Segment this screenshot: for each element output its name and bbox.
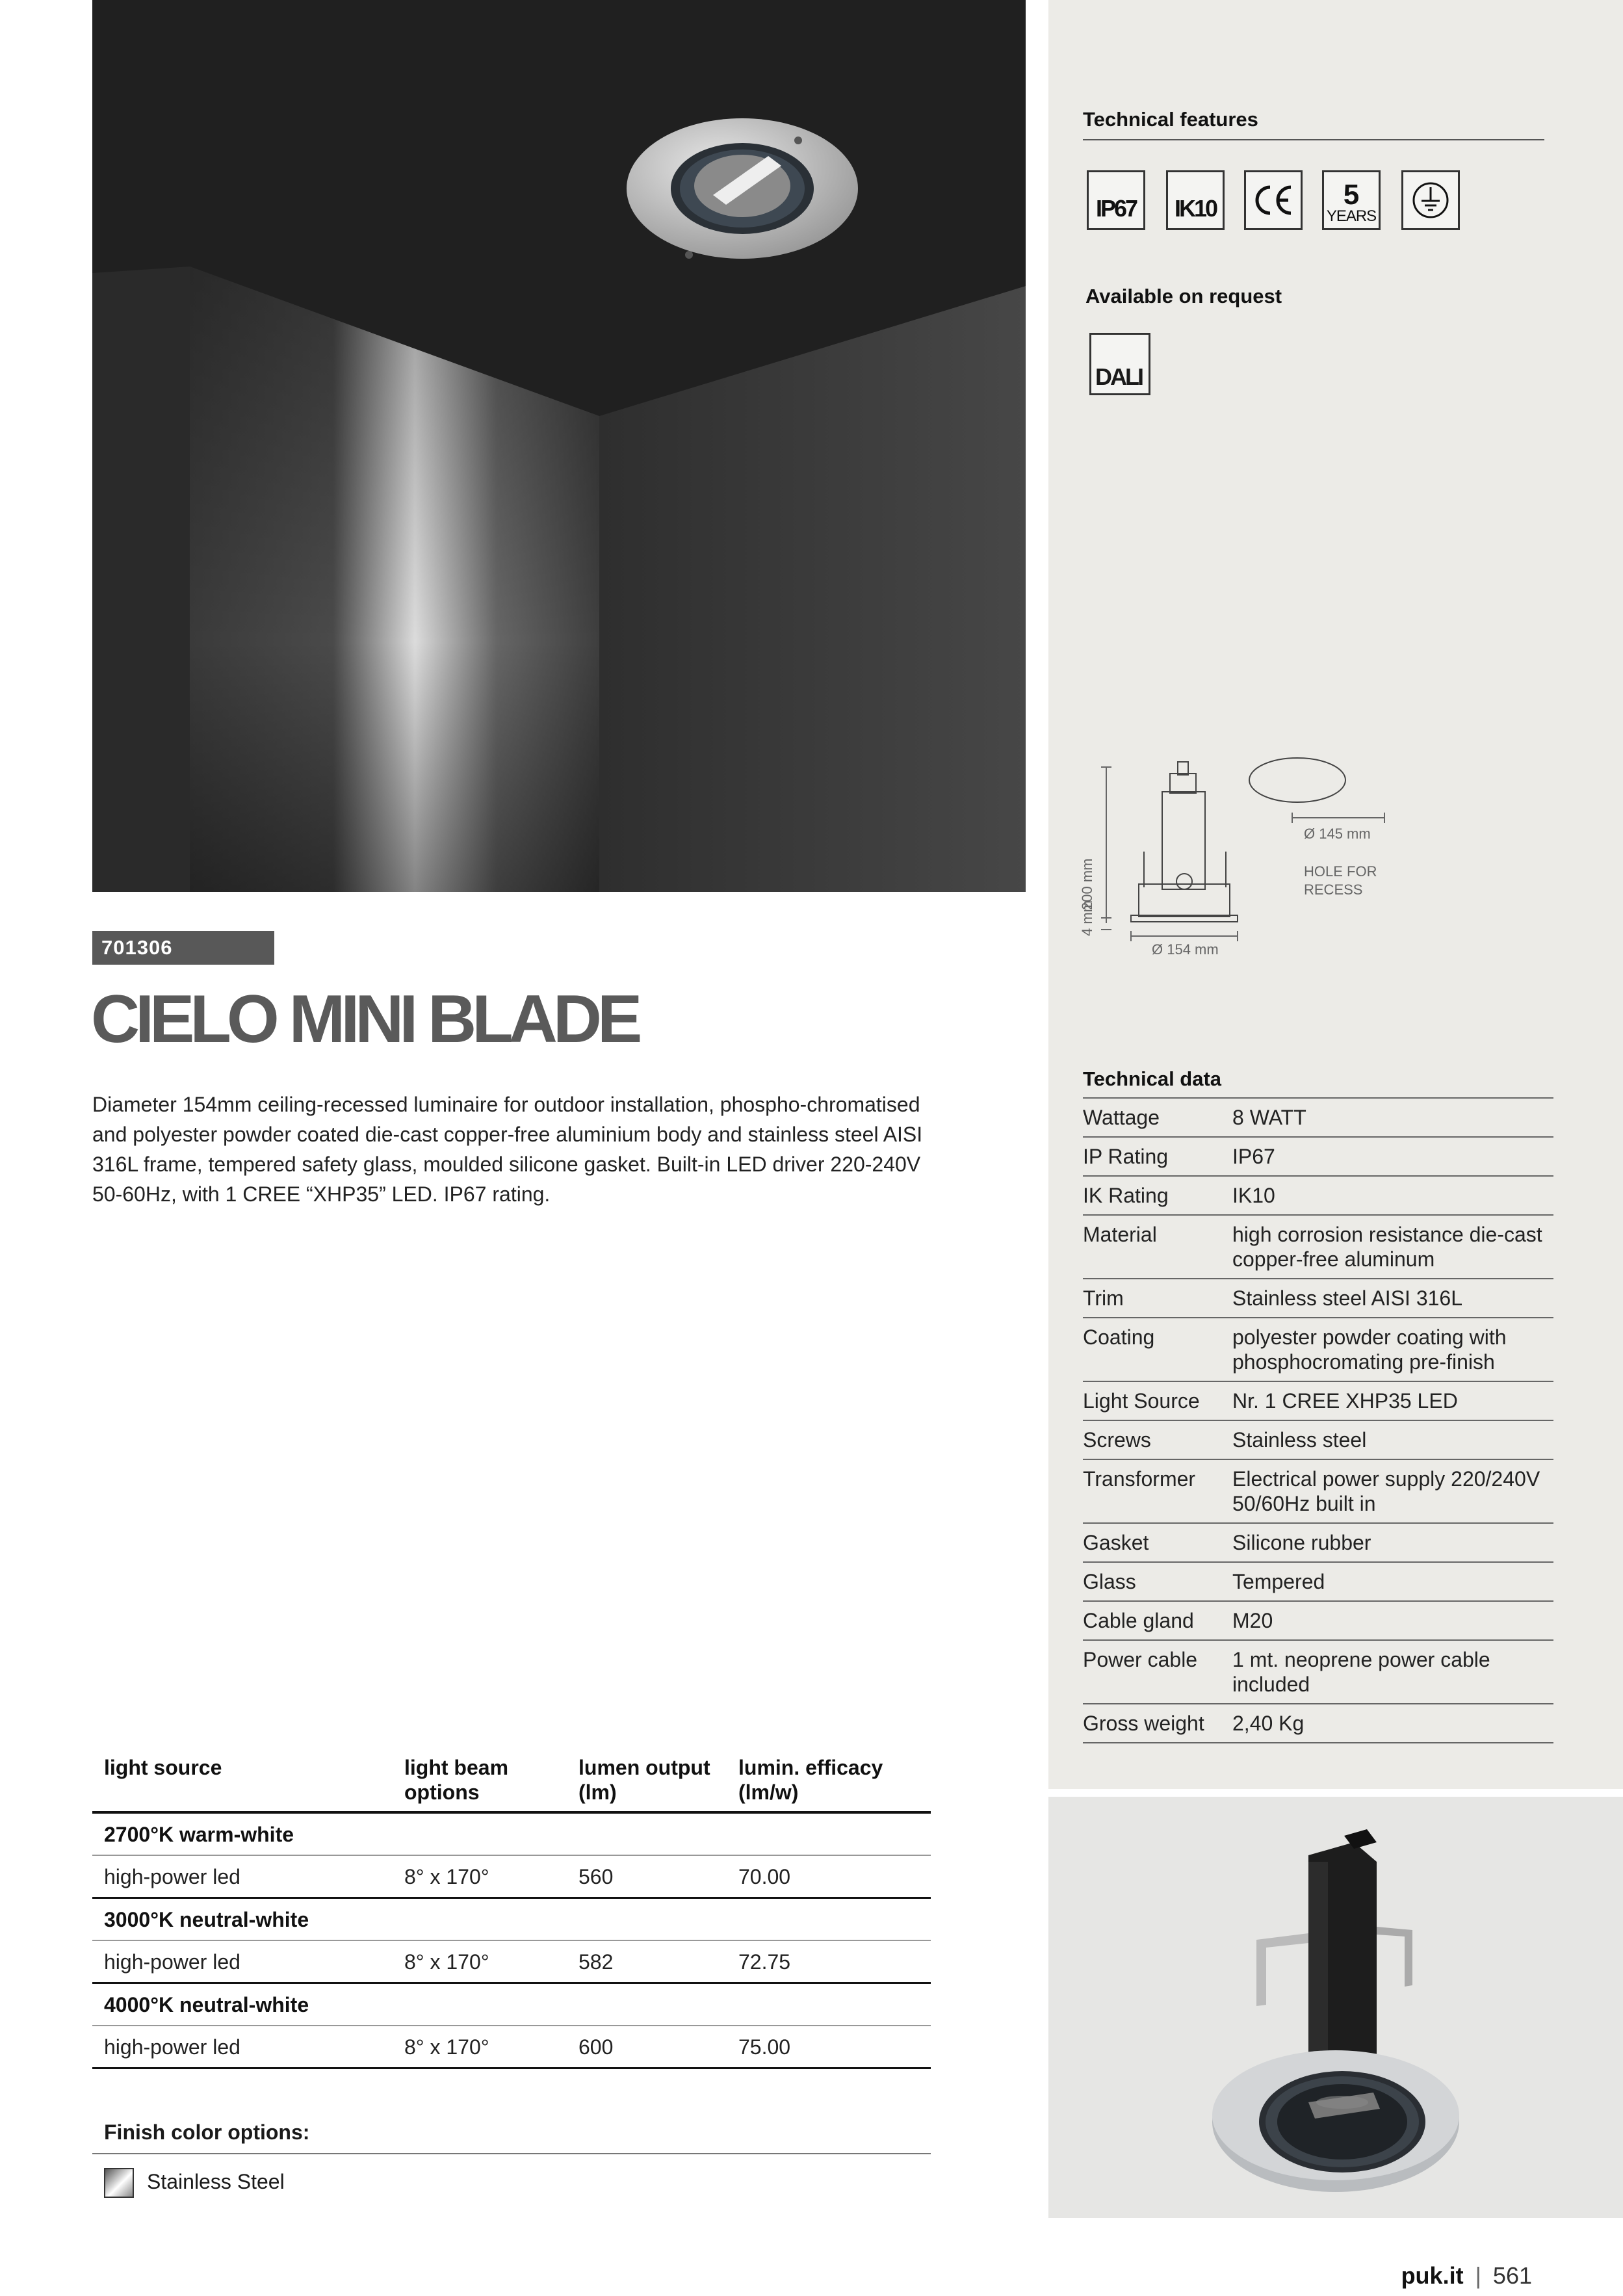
technical-features-rule (1083, 139, 1544, 140)
technical-data-value: IP67 (1232, 1137, 1553, 1176)
technical-data-key: Glass (1083, 1562, 1232, 1601)
technical-data-value: 8 WATT (1232, 1098, 1553, 1137)
color-temperature-label: 2700°K warm-white (92, 1812, 931, 1855)
technical-data-value: Tempered (1232, 1562, 1553, 1601)
color-temperature-label: 3000°K neutral-white (92, 1898, 931, 1941)
technical-data-key: Wattage (1083, 1098, 1232, 1137)
page-number: 561 (1492, 2262, 1532, 2289)
height-dimension: 200 mm (1079, 858, 1095, 910)
technical-data-row (1083, 1098, 1553, 1137)
technical-data-value: Stainless steel (1232, 1420, 1553, 1459)
color-temperature-row (92, 1898, 931, 1941)
finish-rule (92, 2153, 931, 2154)
finish-heading: Finish color options: (104, 2120, 310, 2144)
hole-label-line1: HOLE FOR (1304, 863, 1377, 880)
available-on-request-heading: Available on request (1085, 285, 1282, 307)
technical-data-value: Electrical power supply 220/240V 50/60Hz built in (1232, 1459, 1553, 1523)
technical-data-value: Stainless steel AISI 316L (1232, 1279, 1553, 1318)
light-source-efficacy: 72.75 (727, 1940, 931, 1983)
light-source-efficacy: 75.00 (727, 2026, 931, 2068)
header-light-source: light source (92, 1755, 398, 1812)
technical-data-key: Trim (1083, 1279, 1232, 1318)
technical-data-table (1083, 1097, 1553, 1743)
technical-data-row (1083, 1420, 1553, 1459)
technical-data-row (1083, 1137, 1553, 1176)
technical-features-heading: Technical features (1083, 108, 1258, 131)
technical-data-value: 1 mt. neoprene power cable included (1232, 1640, 1553, 1704)
dali-icon: DALI (1089, 333, 1150, 395)
hero-image (92, 0, 1026, 892)
technical-data-row (1083, 1318, 1553, 1381)
technical-data-value: polyester powder coating with phosphocromating pre-finish (1232, 1318, 1553, 1381)
frame-dimension: 4 mm (1079, 900, 1095, 936)
ce-mark-icon (1244, 170, 1303, 230)
technical-data-key: IP Rating (1083, 1137, 1232, 1176)
technical-data-row (1083, 1381, 1553, 1420)
technical-data-row (1083, 1215, 1553, 1279)
technical-data-value: Nr. 1 CREE XHP35 LED (1232, 1381, 1553, 1420)
technical-data-key: Material (1083, 1215, 1232, 1279)
light-source-row (92, 2026, 931, 2068)
light-source-lumen: 582 (567, 1940, 727, 1983)
light-source-lumen: 600 (567, 2026, 727, 2068)
light-source-table (92, 1755, 931, 2069)
site-link[interactable]: puk.it (1401, 2262, 1464, 2289)
header-light-beam: light beam options (398, 1755, 567, 1812)
product-photo (1048, 1797, 1623, 2218)
stainless-steel-swatch (104, 2168, 134, 2198)
light-source-source: high-power led (92, 1855, 398, 1898)
ip67-icon: IP67 (1087, 170, 1145, 230)
five-years-icon: 5 YEARS (1322, 170, 1381, 230)
ik10-icon: IK10 (1166, 170, 1225, 230)
light-source-beam: 8° x 170° (398, 1855, 567, 1898)
technical-data-row (1083, 1523, 1553, 1562)
technical-data-key: Gross weight (1083, 1704, 1232, 1743)
light-source-row (92, 1940, 931, 1983)
technical-data-key: Gasket (1083, 1523, 1232, 1562)
technical-data-value: IK10 (1232, 1176, 1553, 1215)
light-source-source: high-power led (92, 1940, 398, 1983)
hole-label-line2: RECESS (1304, 881, 1363, 898)
technical-data-key: Screws (1083, 1420, 1232, 1459)
technical-data-key: Power cable (1083, 1640, 1232, 1704)
diameter-dimension: Ø 154 mm (1152, 941, 1219, 958)
earth-ground-icon (1401, 170, 1460, 230)
light-source-beam: 8° x 170° (398, 2026, 567, 2068)
color-temperature-row (92, 1983, 931, 2026)
technical-data-row (1083, 1459, 1553, 1523)
technical-data-key: Cable gland (1083, 1601, 1232, 1640)
light-source-lumen: 560 (567, 1855, 727, 1898)
header-lumen-output: lumen output (lm) (567, 1755, 727, 1812)
technical-data-value: 2,40 Kg (1232, 1704, 1553, 1743)
header-luminous-efficacy: lumin. efficacy (lm/w) (727, 1755, 931, 1812)
product-photo-panel (1048, 1797, 1623, 2218)
technical-data-row (1083, 1601, 1553, 1640)
page-footer: puk.it | 561 (1401, 2262, 1532, 2289)
technical-data-key: Transformer (1083, 1459, 1232, 1523)
technical-data-value: Silicone rubber (1232, 1523, 1553, 1562)
technical-data-value: high corrosion resistance die-cast copper-free aluminum (1232, 1215, 1553, 1279)
product-description: Diameter 154mm ceiling-recessed luminaire for outdoor installation, phospho-chromatised and polyester powder coated die-cast copper-free aluminium body and stainless steel AISI 316L frame, tempered safety glass, moulded silicone gasket. Built-in LED driver 220-240V 50-60Hz, with 1 CREE “XHP35” LED. IP67 rating. (92, 1093, 923, 1206)
finish-option-label: Stainless Steel (147, 2170, 285, 2193)
technical-data-key: IK Rating (1083, 1176, 1232, 1215)
light-source-beam: 8° x 170° (398, 1940, 567, 1983)
product-title: CIELO MINI BLADE (91, 982, 638, 1057)
technical-data-key: Coating (1083, 1318, 1232, 1381)
technical-data-row (1083, 1279, 1553, 1318)
product-code-badge: 701306 (92, 931, 274, 965)
color-temperature-row (92, 1812, 931, 1855)
light-source-source: high-power led (92, 2026, 398, 2068)
technical-data-heading: Technical data (1083, 1067, 1222, 1090)
technical-data-row (1083, 1704, 1553, 1743)
color-temperature-label: 4000°K neutral-white (92, 1983, 931, 2026)
technical-data-key: Light Source (1083, 1381, 1232, 1420)
light-source-efficacy: 70.00 (727, 1855, 931, 1898)
technical-data-row (1083, 1640, 1553, 1704)
dimension-drawing (1079, 748, 1469, 975)
technical-data-row (1083, 1562, 1553, 1601)
technical-data-value: M20 (1232, 1601, 1553, 1640)
hole-dimension: Ø 145 mm (1304, 826, 1371, 842)
light-source-row (92, 1855, 931, 1898)
technical-data-row (1083, 1176, 1553, 1215)
